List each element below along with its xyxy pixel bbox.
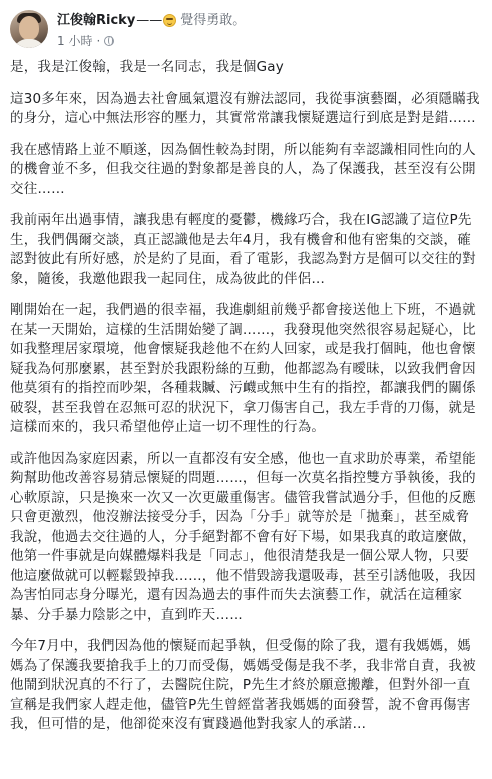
post-body <box>10 58 480 735</box>
feeling-dash: —— <box>136 13 163 28</box>
post-paragraph: 今年7月中，我們因為他的懷疑而起爭執，但受傷的除了我，還有我媽媽，媽媽為了保護我要搶我手上的刀而受傷，媽媽受傷是我不孝，我非常自責，我被他鬧到狀況真的不行了，去醫院住院，P先生才終於願意搬離，但對外卻一直宣稱是我們家人趕走他，儘管P先生曾經當著我媽媽的面發誓，說不會再傷害我，但可惜的是，他卻從來沒有實踐過他對我家人的承諾… <box>10 638 476 732</box>
avatar-face <box>19 16 39 40</box>
post-paragraph: 是，我是江俊翰，我是一名同志，我是個Gay <box>10 59 284 75</box>
post-paragraph: 我在感情路上並不順遂，因為個性較為封閉，所以能夠有幸認識相同性向的人的機會並不多，但我交往過的對象都是善良的人，為了保護我，甚至沒有公開交往…… <box>10 141 476 197</box>
avatar[interactable] <box>10 10 48 48</box>
grimacing-emoji-icon <box>163 14 176 27</box>
author-line <box>57 12 245 29</box>
post-timestamp[interactable]: 1 小時 <box>57 34 93 48</box>
post-header <box>10 10 480 56</box>
post-paragraph: 這30多年來，因為過去社會風氣還沒有辦法認同，我從事演藝圈，必須隱瞞我的身分，這心中無法形容的壓力，其實常常讓我懷疑選這行到底是對是錯…… <box>10 90 480 126</box>
post-paragraph: 或許他因為家庭因素，所以一直都沒有安全感，他也一直求助於專業，希望能夠幫助他改善容易猜忌懷疑的問題……，但每一次莫名指控雙方爭執後，我的心軟原諒，只是換來一次又一次更嚴重傷害。儘管我嘗試過分手，但他的反應只會更激烈，他沒辦法接受分手，因為「分手」就等於是「拋棄」，甚至威脅我說，他過去交往過的人，分手絕對都不會有好下場，如果我真的敢這麼做，他第一件事就是向媒體爆料我是「同志」，他很清楚我是一個公眾人物，只要他這麼做就可以輕鬆毀掉我……，他不惜毀謗我還吸毒，甚至引誘他吸，我因為害怕同志身分曝光，還有因為過去的事件而失去演藝工作，就活在這種家暴、分手暴力陰影之中，直到昨天…… <box>10 450 476 623</box>
post-meta <box>57 10 245 49</box>
timestamp-separator: · <box>96 33 101 48</box>
author-name[interactable]: 江俊翰Ricky <box>57 13 136 28</box>
post-paragraph: 我前兩年出過事情，讓我患有輕度的憂鬱，機緣巧合，我在IG認識了這位P先生，我們偶爾交談，真正認識他是去年4月，我有機會和他有密集的交談，確認對彼此有所好感，於是約了見面，看了電影，我認為對方是個可以交往的對象，隨後，我邀他跟我一起同住，成為彼此的伴侶… <box>10 212 476 287</box>
timestamp-line <box>57 32 245 49</box>
avatar-shirt <box>13 39 45 48</box>
feeling-text: 覺得勇敢。 <box>180 13 246 28</box>
post-paragraph: 剛開始在一起，我們過的很幸福，我進劇組前幾乎都會接送他上下班，不過就在某一天開始，這樣的生活開始變了調……，我發現他突然很容易起疑心，比如我整理居家環境，他會懷疑我趁他不在約人回家，或是我打個盹，他也會懷疑我為何那麼累，甚至對於我跟粉絲的互動，他都認為有曖昧，以致我們會因他莫須有的指控而吵架，各種栽贓、污衊或無中生有的指控，都讓我們的關係破裂，甚至我曾在忍無可忍的狀況下，拿刀傷害自己，我左手背的刀傷，就是這樣而來的，我只希望他停止這一切不理性的行為。 <box>10 302 476 435</box>
globe-icon[interactable] <box>104 36 114 46</box>
